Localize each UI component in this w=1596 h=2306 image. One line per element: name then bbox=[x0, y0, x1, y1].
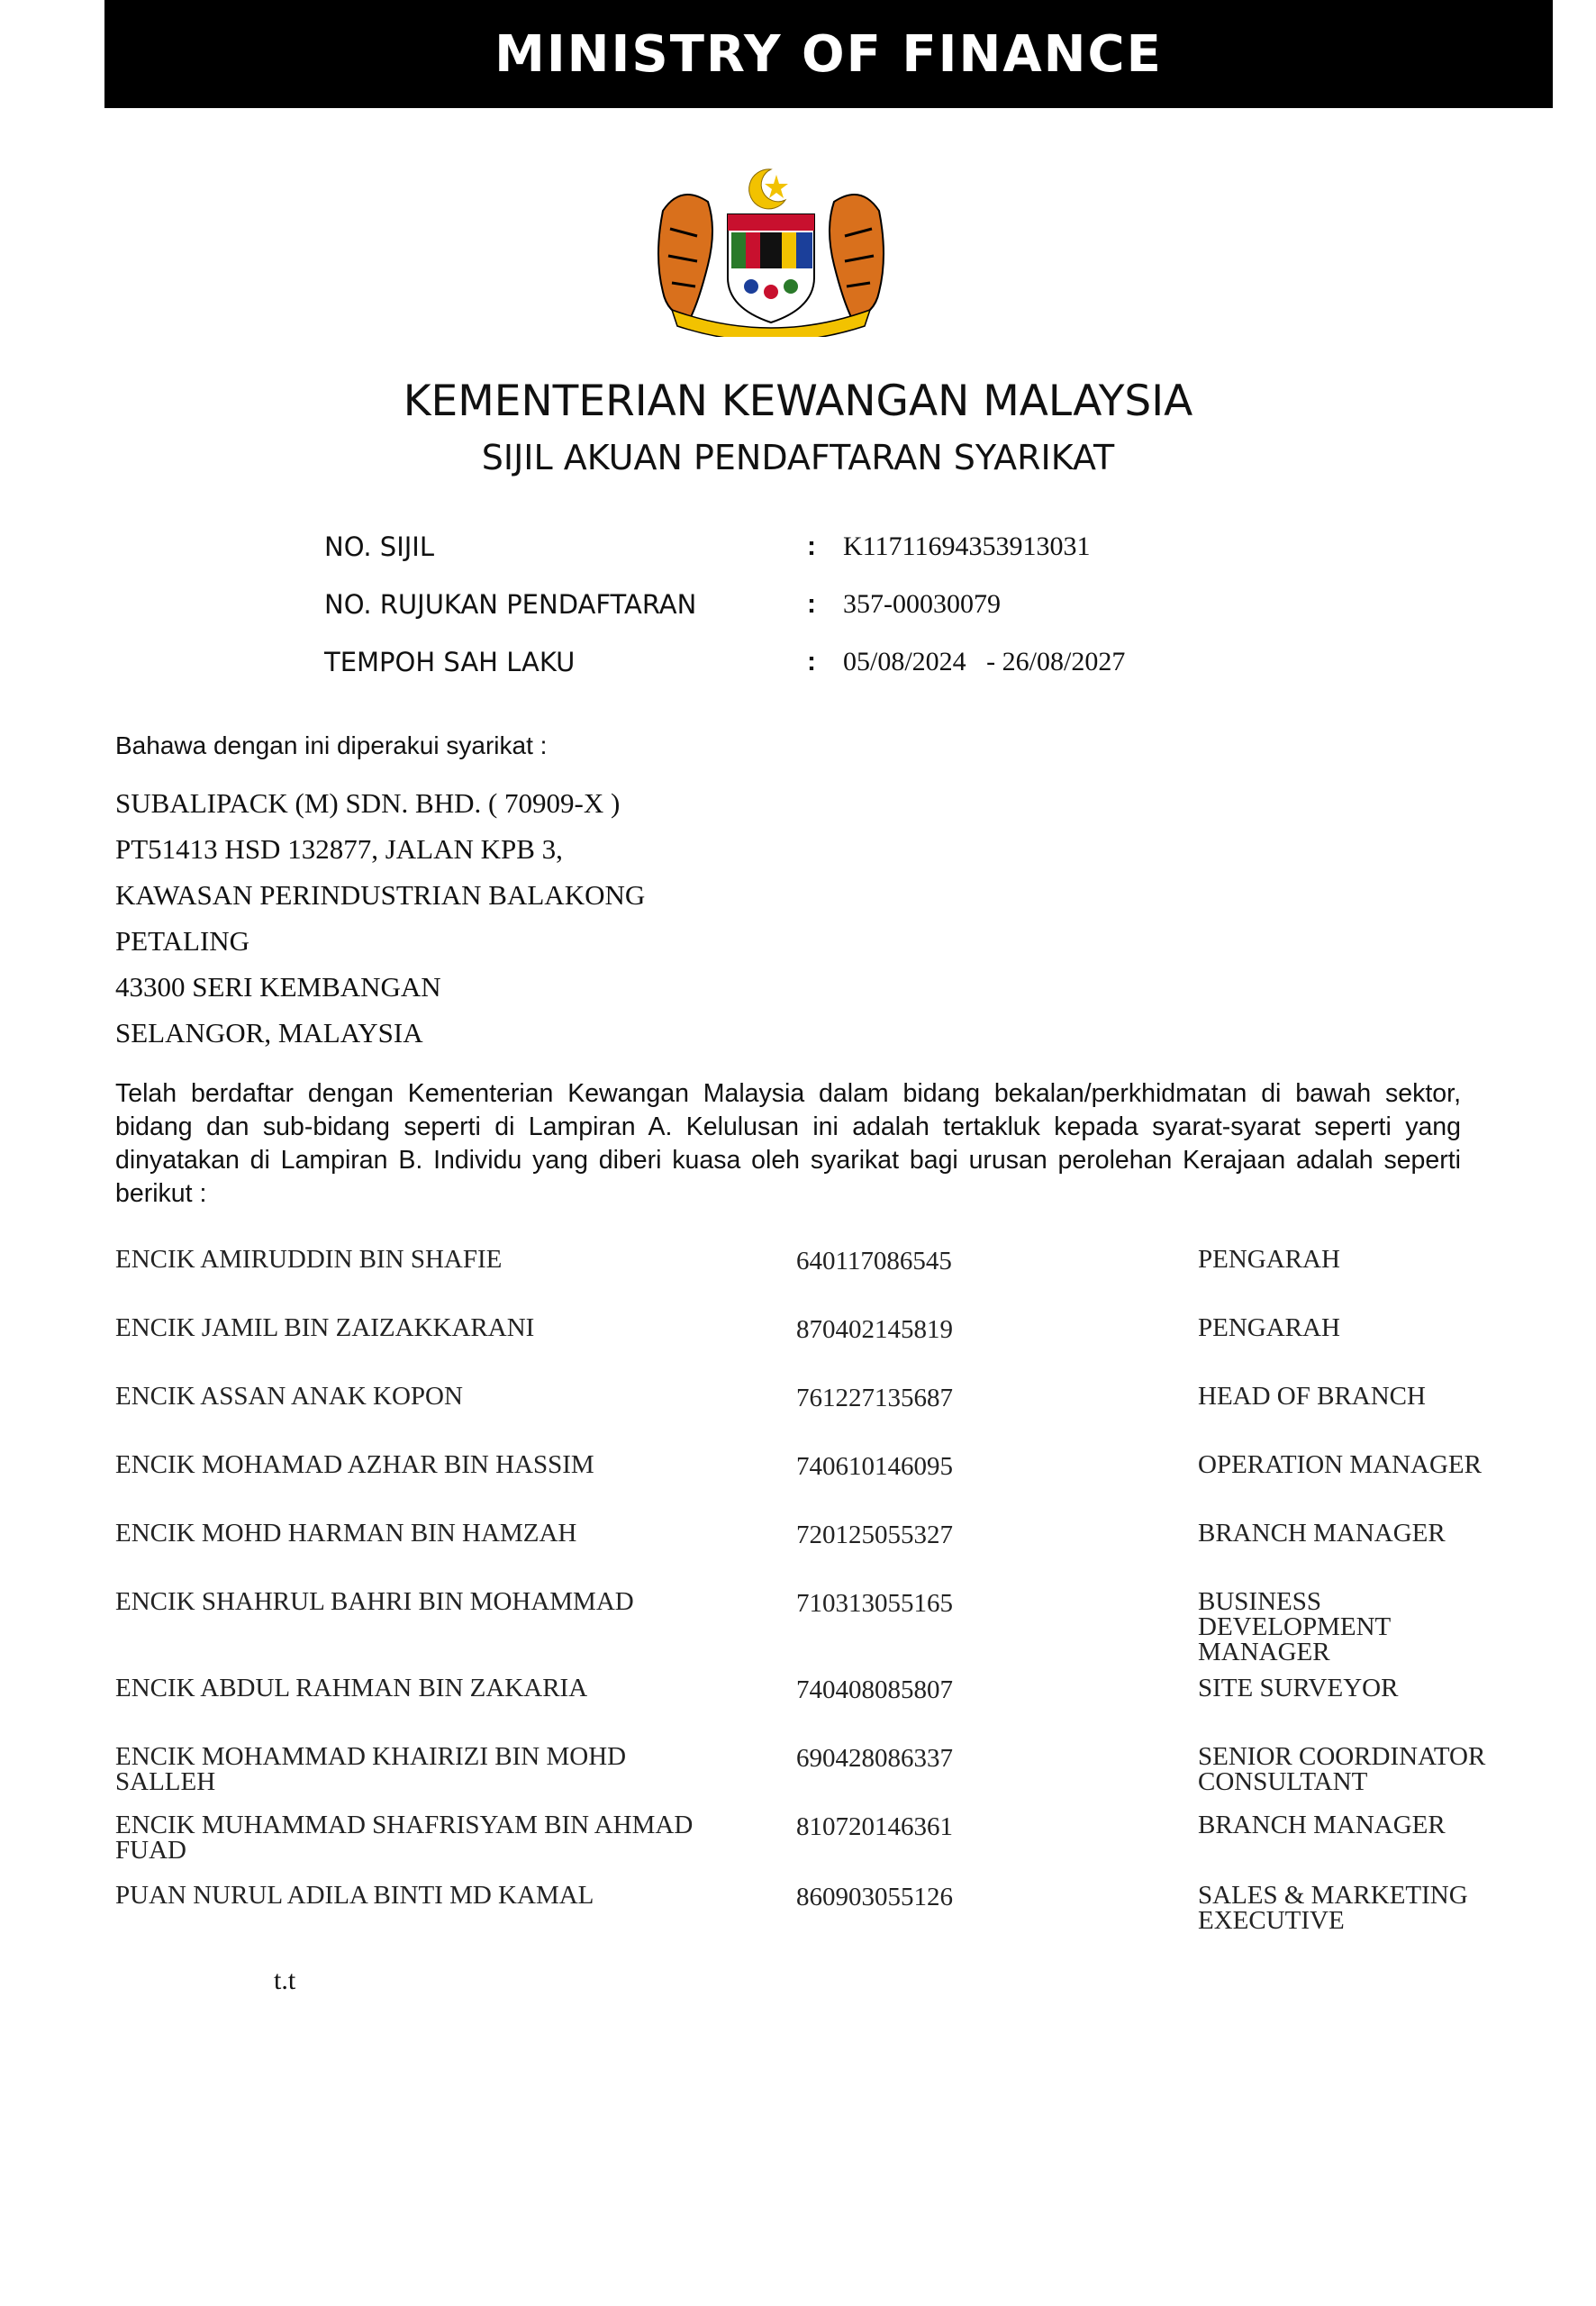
person-name: ENCIK ABDUL RAHMAN BIN ZAKARIA bbox=[115, 1674, 588, 1702]
company-address-line: PT51413 HSD 132877, JALAN KPB 3, bbox=[115, 833, 563, 865]
intro-text: Bahawa dengan ini diperakui syarikat : bbox=[115, 731, 548, 759]
document-subtitle: SIJIL AKUAN PENDAFTARAN SYARIKAT bbox=[481, 438, 1115, 477]
company-name: SUBALIPACK (M) SDN. BHD. ( 70909-X ) bbox=[115, 787, 621, 819]
company-address-line: 43300 SERI KEMBANGAN bbox=[115, 971, 441, 1003]
info-colon: : bbox=[807, 647, 816, 676]
company-address-line: SELANGOR, MALAYSIA bbox=[115, 1017, 423, 1049]
info-colon: : bbox=[807, 531, 816, 561]
person-role: HEAD OF BRANCH bbox=[1198, 1382, 1426, 1411]
person-ic: 740408085807 bbox=[796, 1675, 953, 1704]
person-name: ENCIK MUHAMMAD SHAFRISYAM BIN AHMAD FUAD bbox=[115, 1811, 694, 1865]
person-name: ENCIK MOHAMAD AZHAR BIN HASSIM bbox=[115, 1450, 594, 1479]
person-role: BRANCH MANAGER bbox=[1198, 1811, 1446, 1839]
person-name: ENCIK ASSAN ANAK KOPON bbox=[115, 1382, 463, 1411]
person-ic: 690428086337 bbox=[796, 1744, 953, 1773]
person-ic: 640117086545 bbox=[796, 1247, 952, 1276]
signature-mark: t.t bbox=[274, 1966, 296, 1995]
info-value: 357-00030079 bbox=[843, 589, 1001, 619]
malaysia-coat-of-arms-icon bbox=[645, 157, 897, 337]
info-label: TEMPOH SAH LAKU bbox=[324, 647, 576, 677]
person-ic: 720125055327 bbox=[796, 1521, 953, 1549]
person-role: BRANCH MANAGER bbox=[1198, 1519, 1446, 1548]
company-address-line: KAWASAN PERINDUSTRIAN BALAKONG bbox=[115, 879, 646, 911]
person-ic: 710313055165 bbox=[796, 1589, 953, 1618]
person-role: PENGARAH bbox=[1198, 1313, 1340, 1342]
person-role: PENGARAH bbox=[1198, 1245, 1340, 1274]
banner-title: MINISTRY OF FINANCE bbox=[494, 24, 1163, 84]
person-role: OPERATION MANAGER bbox=[1198, 1450, 1482, 1479]
person-role: BUSINESS DEVELOPMENT MANAGER bbox=[1198, 1587, 1391, 1666]
person-role: SITE SURVEYOR bbox=[1198, 1674, 1399, 1702]
person-ic: 761227135687 bbox=[796, 1384, 953, 1412]
person-role: SENIOR COORDINATOR CONSULTANT bbox=[1198, 1742, 1486, 1796]
person-ic: 740610146095 bbox=[796, 1452, 953, 1481]
person-name: ENCIK AMIRUDDIN BIN SHAFIE bbox=[115, 1245, 503, 1274]
info-label: NO. RUJUKAN PENDAFTARAN bbox=[324, 589, 697, 620]
info-value: K11711694353913031 bbox=[843, 531, 1091, 561]
person-ic: 870402145819 bbox=[796, 1315, 953, 1344]
ministry-banner bbox=[104, 0, 1553, 108]
person-ic: 860903055126 bbox=[796, 1883, 953, 1911]
person-name: ENCIK MOHAMMAD KHAIRIZI BIN MOHD SALLEH bbox=[115, 1742, 627, 1796]
person-name: PUAN NURUL ADILA BINTI MD KAMAL bbox=[115, 1881, 594, 1910]
person-name: ENCIK MOHD HARMAN BIN HAMZAH bbox=[115, 1519, 577, 1548]
registration-paragraph: Telah berdaftar dengan Kementerian Kewangan Malaysia dalam bidang bekalan/perkhidmatan di bawah sektor, bidang dan sub-bidang seperti di Lampiran A. Kelulusan ini adalah tertakluk kepada syarat-syarat seperti yang dinyatakan di Lampiran B. Individu yang diberi kuasa oleh syarikat bagi urusan perolehan Kerajaan adalah seperti berikut : bbox=[115, 1079, 1461, 1208]
person-name: ENCIK JAMIL BIN ZAIZAKKARANI bbox=[115, 1313, 535, 1342]
info-value: 05/08/2024 - 26/08/2027 bbox=[843, 647, 1126, 676]
person-role: SALES & MARKETING EXECUTIVE bbox=[1198, 1881, 1468, 1935]
info-colon: : bbox=[807, 589, 816, 619]
company-address-line: PETALING bbox=[115, 925, 250, 957]
document-title: KEMENTERIAN KEWANGAN MALAYSIA bbox=[403, 377, 1193, 426]
info-label: NO. SIJIL bbox=[324, 531, 435, 562]
person-name: ENCIK SHAHRUL BAHRI BIN MOHAMMAD bbox=[115, 1587, 634, 1616]
person-ic: 810720146361 bbox=[796, 1812, 953, 1841]
